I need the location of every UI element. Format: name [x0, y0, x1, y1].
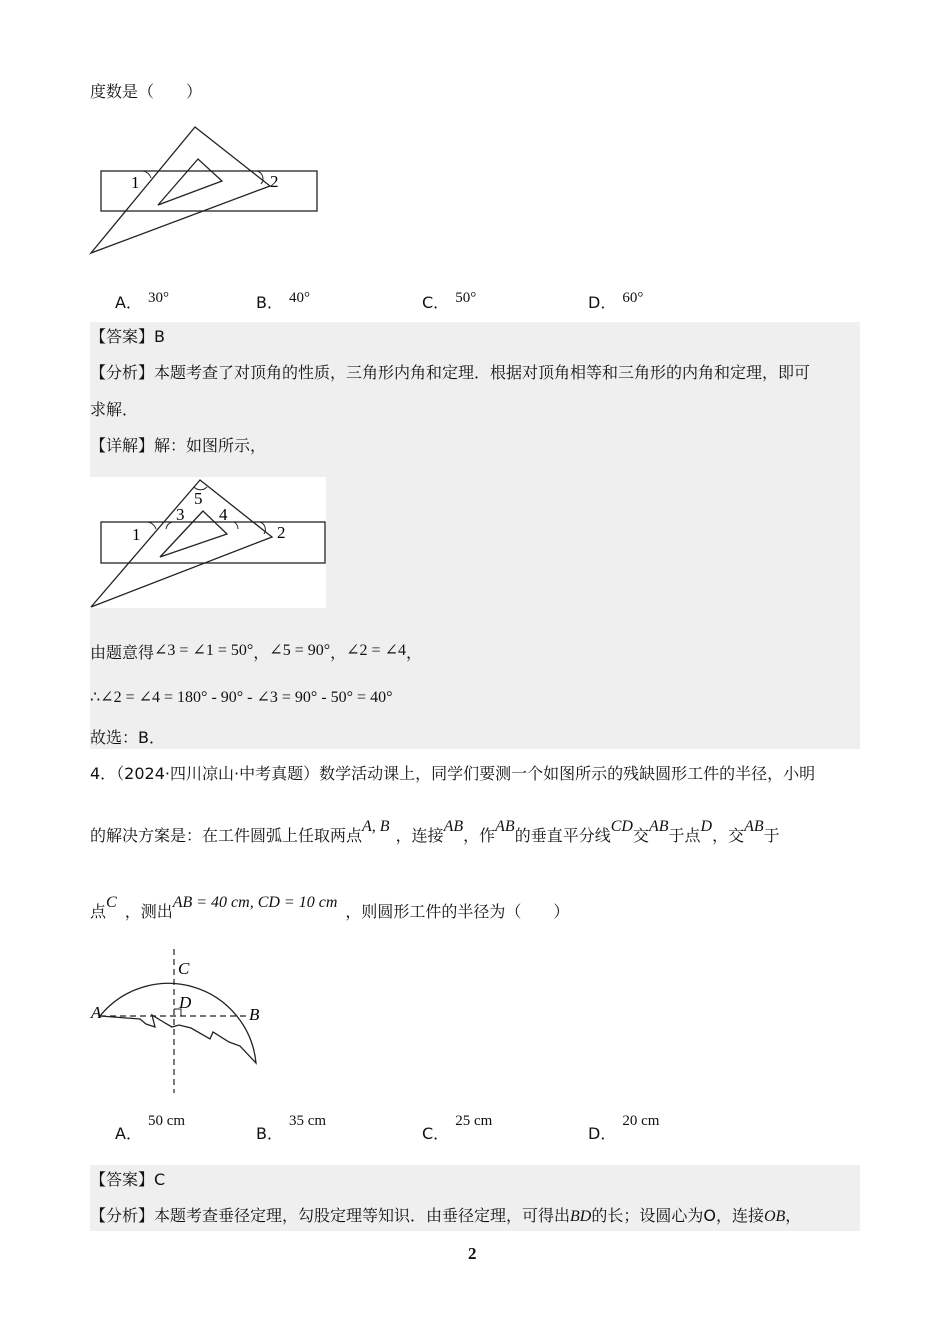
q3-figure-ruler-triangle [85, 120, 325, 260]
workpiece-outline [100, 983, 256, 1063]
outer-triangle [91, 127, 270, 253]
q3-analysis-line2: 求解． [90, 400, 139, 419]
q4-option-b[interactable]: B．35 cm [256, 1113, 327, 1143]
point-label-b: B [249, 1005, 260, 1024]
angle-label-1: 1 [131, 173, 140, 192]
q4-stem-line3: 点C ，测出AB = 40 cm, CD = 10 cm ，则圆形工件的半径为（ ） [90, 894, 570, 921]
q4-option-d[interactable]: D．20 cm [588, 1113, 660, 1143]
q3-eq1: 由题意得∠3 = ∠1 = 50°，∠5 = 90°，∠2 = ∠4， [90, 642, 422, 662]
q3-option-d[interactable]: D． 60° [588, 290, 644, 312]
angle-label-2: 2 [270, 172, 279, 191]
q4-stem-line2: 的解决方案是：在工件圆弧上任取两点A, B ，连接AB，作AB的垂直平分线CD交AB于点D，交AB于 [90, 818, 780, 845]
q3-option-a[interactable]: A． 30° [115, 290, 169, 312]
q3-detail-figure [90, 477, 326, 608]
point-label-d: D [179, 993, 192, 1012]
point-label-a: A [91, 1003, 102, 1022]
q4-stem-line1: 4．（2024·四川凉山·中考真题）数学活动课上，同学们要测一个如图所示的残缺圆形工件的半径，小明 [90, 764, 816, 783]
detail-label-4: 4 [219, 505, 228, 524]
q4-option-c[interactable]: C．25 cm [422, 1113, 493, 1143]
q3-answer: 【答案】B [90, 327, 165, 346]
q4-option-a[interactable]: A．50 cm [115, 1113, 186, 1143]
point-label-c: C [178, 959, 190, 978]
q4-analysis: 【分析】本题考查垂径定理，勾股定理等知识．由垂径定理，可得出BD的长；设圆心为O，连接OB， [90, 1206, 802, 1225]
angle-1-arc [143, 171, 151, 178]
q3-detail: 【详解】解：如图所示， [90, 436, 267, 455]
q3-eq2: ∴∠2 = ∠4 = 180° - 90° - ∠3 = 90° - 50° = 40° [90, 689, 393, 706]
detail-label-3: 3 [176, 505, 185, 524]
detail-label-1: 1 [132, 525, 141, 544]
inner-triangle [158, 159, 222, 205]
q3-option-b[interactable]: B． 40° [256, 290, 310, 312]
q4-figure-broken-circle [88, 945, 278, 1095]
page-number: 2 [468, 1244, 477, 1263]
q3-choose: 故选：B． [90, 728, 165, 747]
detail-label-2: 2 [277, 523, 286, 542]
q4-answer: 【答案】C [90, 1170, 166, 1189]
q3-option-c[interactable]: C． 50° [422, 290, 477, 312]
q3-stem-tail: 度数是（ ） [90, 82, 203, 101]
q3-analysis-line1: 【分析】本题考查了对顶角的性质，三角形内角和定理．根据对顶角相等和三角形的内角和定理，即可 [90, 363, 811, 382]
detail-label-5: 5 [194, 489, 203, 508]
